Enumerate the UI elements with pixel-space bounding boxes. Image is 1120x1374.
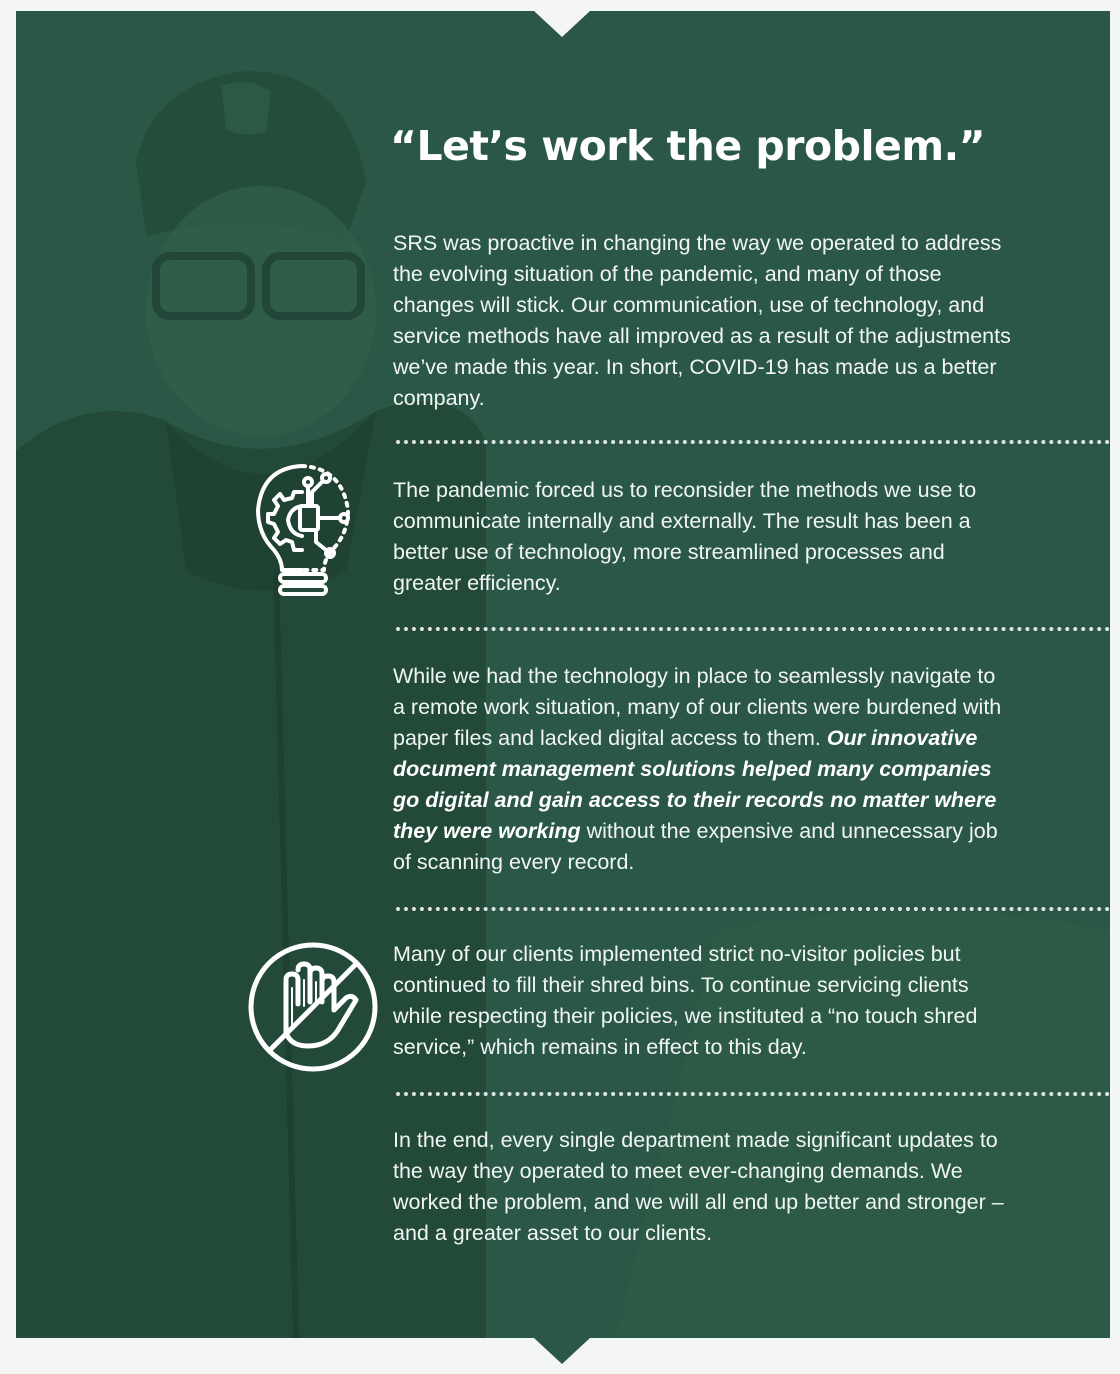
no-touch-hand-icon [246, 940, 380, 1074]
dotted-divider-4 [396, 1092, 1110, 1096]
lightbulb-circuit-icon [252, 462, 362, 602]
dotted-divider-2 [396, 627, 1110, 631]
dotted-divider-3 [396, 907, 1110, 911]
top-notch-arrow [534, 11, 590, 37]
document-management-paragraph [393, 661, 1013, 878]
no-touch-paragraph: Many of our clients implemented strict no-visitor policies but continued to fill their shred bins. To continue servicing clients while respecting their policies, we instituted a “no touch shred service,” which remains in effect to this day. [393, 942, 978, 1059]
technology-paragraph: The pandemic forced us to reconsider the methods we use to communicate internally and externally. The result has been a better use of technology, more streamlined processes and greater efficiency. [393, 478, 977, 595]
page-title: “Let’s work the problem.” [390, 122, 986, 170]
dotted-divider-1 [396, 440, 1110, 444]
doc-paragraph-emphasis: Our innovative document management solutions helped many companies go digital and gain access to their records no matter where they were working [393, 726, 997, 843]
conclusion-paragraph: In the end, every single department made significant updates to the way they operated to meet ever-changing demands. We worked the problem, and we will all end up better and stronger – and a greater asset to our clients. [393, 1128, 1004, 1245]
intro-paragraph: SRS was proactive in changing the way we operated to address the evolving situation of the pandemic, and many of those changes will stick. Our communication, use of technology, and service methods have all improved as a result of the adjustments we’ve made this year. In short, COVID-19 has made us a better company. [393, 231, 1011, 410]
bottom-notch-arrow [534, 1338, 590, 1364]
doc-paragraph-start: While we had the technology in place to seamlessly navigate to a remote work situation, many of our clients were burdened with paper files and lacked digital access to them. [393, 664, 1002, 750]
doc-paragraph-end: without the expensive and unnecessary job of scanning every record. [393, 819, 998, 874]
